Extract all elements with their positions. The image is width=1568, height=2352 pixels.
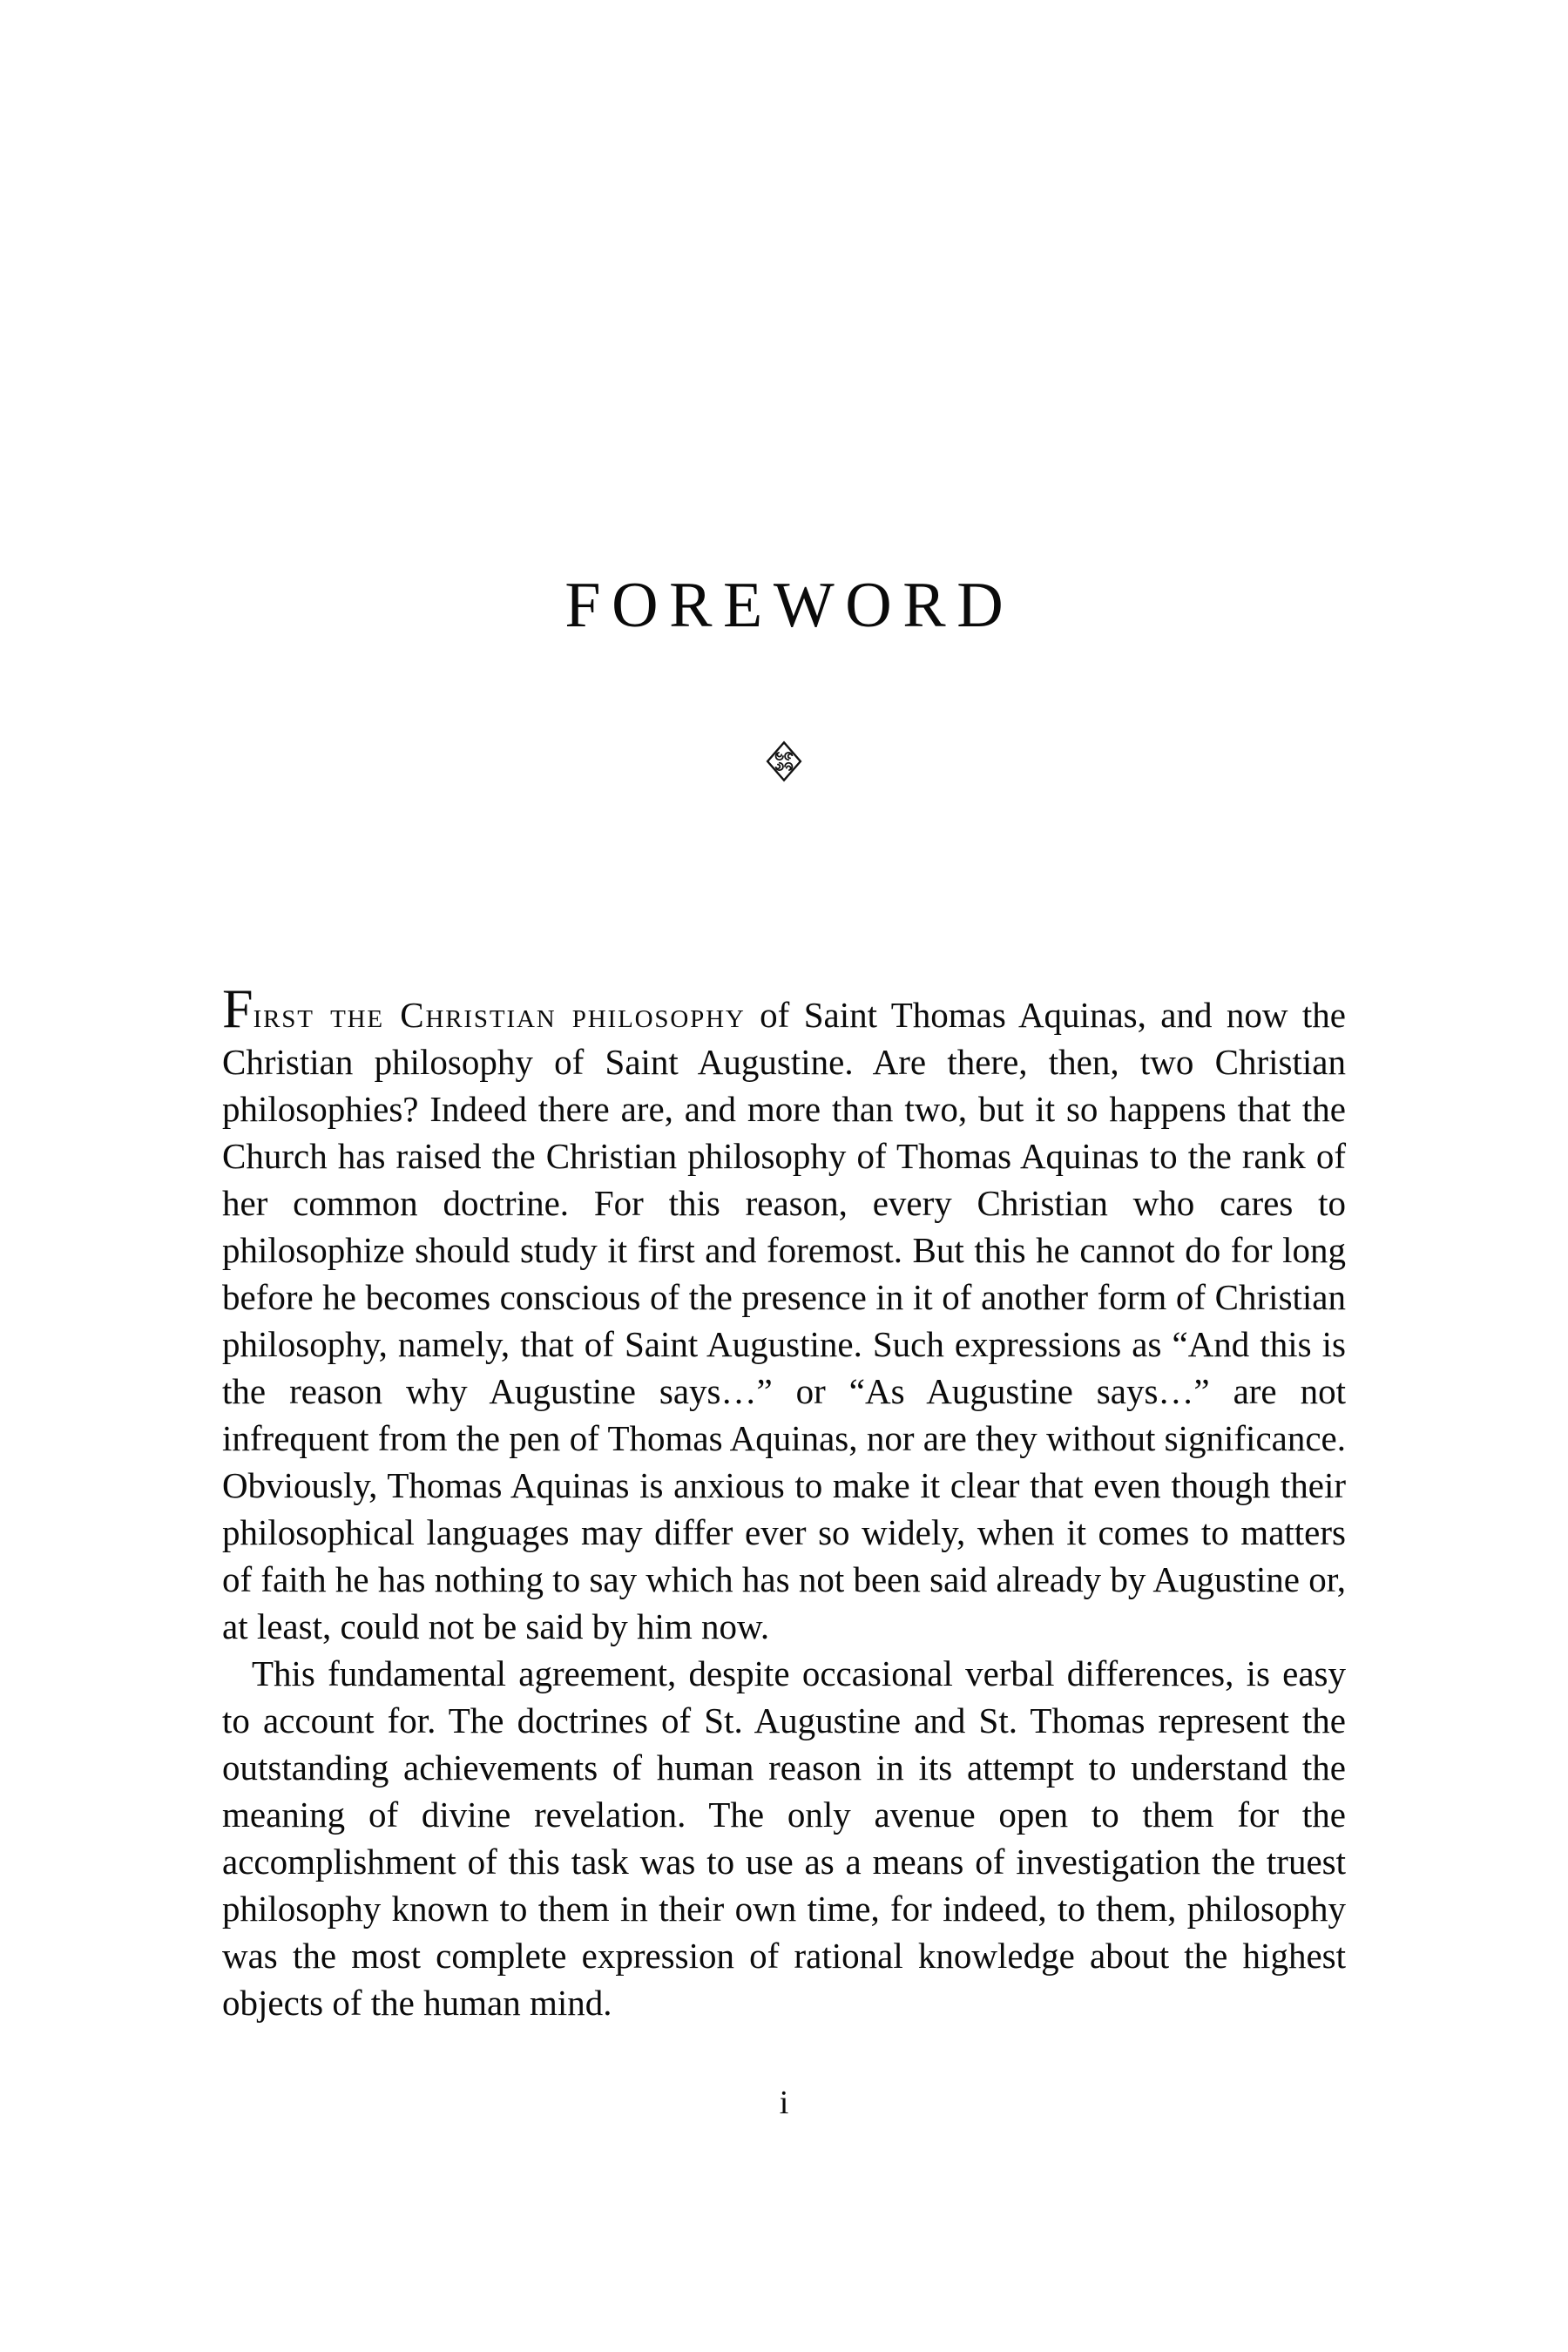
paragraph-first-body: of Saint Thomas Aquinas, and now the Christian philosophy of Saint Augustine. Are there, then, two Christian philosophies? Indeed there are, and more than two, but it so happens that the Church has raised the Christian philosophy of Thomas Aquinas to the rank of her common doctrine. For this reason, every Christian who cares to philosophize should study it first and foremost. But this he cannot do for long before he becomes conscious of the presence in it of another form of Christian philosophy, namely, that of Saint Augustine. Such expressions as “And this is the reason why Augustine says…” or “As Augustine says…” are not infrequent from the pen of Thomas Aquinas, nor are they without significance. Obviously, Thomas Aquinas is anxious to make it clear that even though their philosophical languages may differ ever so widely, when it comes to matters of faith he has nothing to say which has not been said already by Augustine or, at least, could not be said by him now. (222, 995, 1346, 1646)
leadin-initial-letter: F (222, 977, 253, 1039)
paragraph-first (222, 977, 1346, 1650)
leadin-small-caps (222, 977, 746, 1039)
diamond-fleuron-icon (766, 740, 802, 782)
leadin-rest: irst the Christian philosophy (253, 995, 746, 1035)
page-title: FOREWORD (564, 570, 1015, 641)
page-number: i (779, 2085, 789, 2121)
body-text (222, 977, 1346, 2026)
ornament-container (222, 740, 1346, 782)
paragraph-second: This fundamental agreement, despite occasional verbal differences, is easy to account for. The doctrines of St. Augustine and St. Thomas represent the outstanding achievements of human reason in its attempt to understand the meaning of divine revelation. The only avenue open to them for the accomplishment of this task was to use as a means of investigation the truest philosophy known to them in their own time, for indeed, to them, philosophy was the most complete expression of rational knowledge about the highest objects of the human mind. (222, 1653, 1346, 2023)
